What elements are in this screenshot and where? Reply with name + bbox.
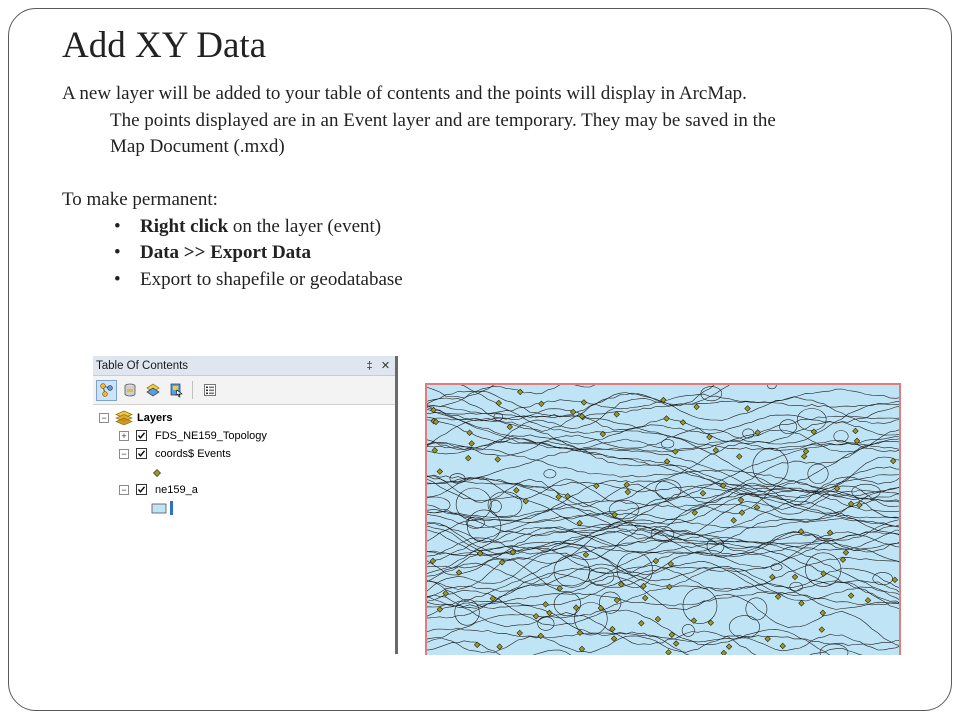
event-point[interactable] (642, 595, 648, 601)
body-paragraph-1: A new layer will be added to your table of contents and the points will display in ArcMap. (62, 83, 747, 104)
list-by-drawing-order-icon[interactable] (96, 380, 117, 401)
event-point[interactable] (474, 642, 480, 648)
event-point[interactable] (583, 552, 589, 558)
event-point[interactable] (573, 605, 579, 611)
event-point[interactable] (848, 593, 854, 599)
tree-row-layer[interactable] (93, 445, 395, 463)
collapse-toggle[interactable]: − (99, 413, 109, 423)
tree-row-layer[interactable] (93, 481, 395, 499)
contour-ring (701, 387, 722, 401)
point-symbol-icon (153, 468, 161, 480)
event-point[interactable] (673, 641, 679, 647)
event-point[interactable] (437, 607, 443, 613)
event-point[interactable] (664, 416, 670, 422)
event-point[interactable] (639, 621, 645, 627)
contour-ring (661, 439, 674, 448)
contour-ring (820, 644, 848, 655)
contour-ring (746, 598, 767, 620)
contour-ring (538, 617, 554, 631)
event-point[interactable] (667, 584, 673, 590)
event-point[interactable] (731, 518, 737, 524)
table-of-contents-panel (93, 356, 398, 654)
bullet-item (114, 214, 782, 241)
toc-toolbar (93, 376, 395, 405)
event-point[interactable] (581, 400, 587, 406)
contour-line (427, 391, 899, 423)
event-point[interactable] (857, 502, 863, 508)
event-point[interactable] (514, 487, 520, 493)
toolbar-separator (192, 381, 193, 399)
event-point[interactable] (892, 577, 898, 583)
event-point[interactable] (507, 424, 513, 430)
event-point[interactable] (745, 406, 751, 412)
event-point[interactable] (680, 420, 686, 426)
event-point[interactable] (495, 457, 501, 463)
event-point[interactable] (490, 596, 496, 602)
slide-title: Add XY Data (62, 25, 267, 66)
checkmark-icon (137, 485, 146, 494)
event-point[interactable] (738, 497, 744, 503)
event-point[interactable] (614, 411, 620, 417)
slide-body (62, 81, 782, 293)
polygon-symbol-icon (151, 501, 175, 518)
close-icon[interactable]: ✕ (380, 360, 391, 372)
contour-ring (743, 429, 754, 438)
event-point[interactable] (655, 616, 661, 622)
layer-visibility-checkbox[interactable] (136, 430, 147, 441)
bullet-item (114, 267, 782, 294)
collapse-toggle[interactable]: − (119, 449, 129, 459)
legend-row (93, 499, 395, 517)
event-point[interactable] (736, 454, 742, 460)
body-paragraph-3: To make permanent: (62, 189, 218, 210)
event-point[interactable] (538, 633, 544, 639)
event-point[interactable] (726, 644, 732, 650)
event-point[interactable] (739, 510, 745, 516)
event-point[interactable] (625, 489, 631, 495)
event-point[interactable] (692, 510, 698, 516)
event-point[interactable] (533, 613, 539, 619)
event-point[interactable] (721, 650, 727, 655)
event-point[interactable] (707, 434, 713, 440)
event-point[interactable] (497, 644, 503, 650)
checkmark-icon (137, 449, 146, 458)
contour-line (427, 385, 899, 449)
event-point[interactable] (865, 598, 871, 604)
bullet-bold-text: Data >> Export Data (140, 242, 311, 263)
bullet-item (114, 240, 782, 267)
event-point[interactable] (819, 627, 825, 633)
layer-label: FDS_NE159_Topology (155, 430, 267, 442)
event-point[interactable] (517, 630, 523, 636)
contour-ring (488, 492, 522, 518)
event-point[interactable] (780, 643, 786, 649)
event-point[interactable] (755, 430, 761, 436)
layers-group-label: Layers (137, 412, 173, 424)
collapse-toggle[interactable]: − (119, 485, 129, 495)
layer-label: ne159_a (155, 484, 198, 496)
contour-ring (768, 385, 777, 389)
contour-line (427, 526, 899, 601)
event-point[interactable] (547, 610, 553, 616)
list-by-visibility-icon[interactable] (142, 380, 163, 401)
layers-group-icon (115, 409, 133, 428)
event-point[interactable] (437, 469, 443, 475)
event-point[interactable] (700, 490, 706, 496)
contour-line (427, 558, 899, 647)
bullet-text: Export to shapefile or geodatabase (140, 268, 403, 290)
contour-ring (873, 572, 893, 584)
event-point[interactable] (853, 428, 859, 434)
event-point[interactable] (666, 650, 672, 655)
bullet-text: on the layer (event) (228, 215, 382, 237)
contour-ring (808, 464, 828, 483)
contour-ring (544, 470, 556, 478)
contour-ring (682, 624, 694, 636)
contour-lines (427, 385, 899, 655)
contour-ring (554, 592, 581, 616)
tree-row-layer[interactable] (93, 427, 395, 445)
event-point[interactable] (843, 550, 849, 556)
event-point[interactable] (661, 397, 667, 403)
event-point[interactable] (539, 401, 545, 407)
event-point[interactable] (467, 430, 473, 436)
event-point[interactable] (827, 530, 833, 536)
map-view[interactable] (425, 383, 901, 655)
layer-tree (93, 405, 395, 517)
event-point[interactable] (691, 618, 697, 624)
contour-line (427, 508, 899, 528)
bullet-bold-text: Right click (140, 215, 229, 237)
event-point[interactable] (496, 400, 502, 406)
map-canvas (427, 385, 899, 655)
list-by-selection-icon[interactable] (165, 380, 186, 401)
contour-ring (683, 588, 717, 624)
contour-ring (490, 500, 502, 512)
event-point[interactable] (570, 409, 576, 415)
layer-visibility-checkbox[interactable] (136, 448, 147, 459)
legend-row (93, 463, 395, 481)
event-point[interactable] (775, 594, 781, 600)
contour-ring (753, 448, 788, 485)
layer-label: coords$ Events (155, 448, 231, 460)
expand-toggle[interactable]: + (119, 431, 129, 441)
event-point[interactable] (456, 570, 462, 576)
event-point[interactable] (820, 610, 826, 616)
toc-title: Table Of Contents (96, 359, 189, 372)
event-point[interactable] (694, 404, 700, 410)
event-point[interactable] (653, 558, 659, 564)
tree-row-layers[interactable] (93, 409, 395, 427)
options-icon[interactable] (199, 380, 220, 401)
event-point[interactable] (792, 574, 798, 580)
body-paragraph-2: The points displayed are in an Event layer and are temporary. They may be saved in the Map Document (.mxd) (110, 109, 776, 157)
event-point[interactable] (469, 441, 475, 447)
event-point[interactable] (465, 455, 471, 461)
event-point[interactable] (579, 646, 585, 652)
event-point[interactable] (614, 597, 620, 603)
toc-titlebar (93, 356, 395, 376)
pin-icon[interactable]: ‡ (366, 359, 373, 372)
event-point[interactable] (543, 602, 549, 608)
contour-ring (729, 616, 759, 638)
list-by-source-icon[interactable] (119, 380, 140, 401)
contour-ring (771, 564, 782, 571)
bullet-list (62, 214, 782, 294)
event-point[interactable] (799, 600, 805, 606)
checkmark-icon (137, 431, 146, 440)
contour-line (427, 476, 899, 518)
event-point[interactable] (577, 630, 583, 636)
layer-visibility-checkbox[interactable] (136, 484, 147, 495)
event-point[interactable] (556, 494, 562, 500)
event-point[interactable] (577, 520, 583, 526)
contour-ring (599, 592, 621, 613)
contour-ring (780, 420, 797, 434)
